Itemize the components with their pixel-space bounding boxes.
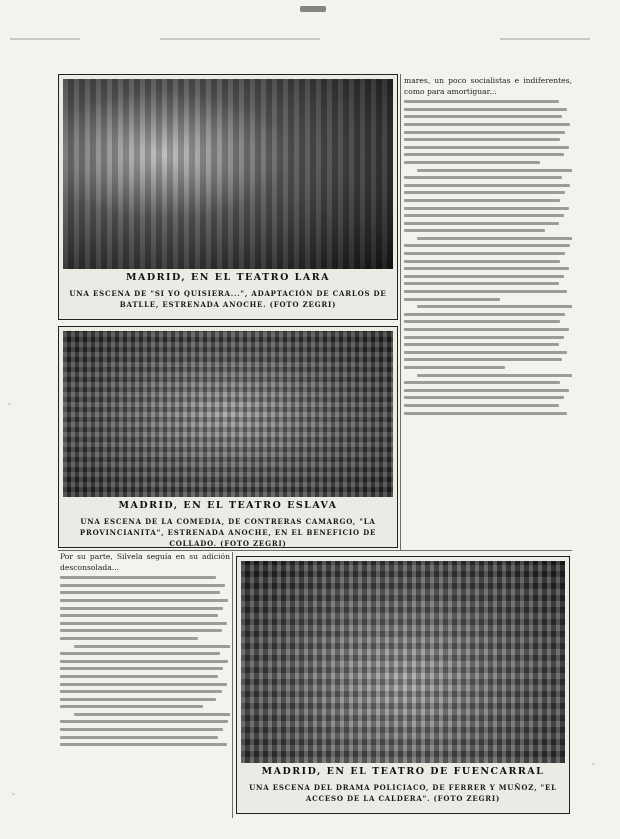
illegible-text-line [60,584,225,587]
illegible-text-line [404,207,569,210]
illegible-text-line [74,713,230,716]
photo-caption: UNA ESCENA DEL DRAMA POLICIACO, DE FERRER Y MUÑOZ, "EL ACCESO DE LA CALDERA". (FOTO ZEGRI) [249,783,557,803]
illegible-text-line [417,169,572,172]
illegible-text-line [404,381,560,384]
illegible-text-line [404,404,559,407]
illegible-text-line [404,358,562,361]
illegible-text-line [404,100,559,103]
illegible-text-line [404,176,562,179]
illegible-text-line [404,244,570,247]
illegible-text-line [404,320,560,323]
illegible-text-line [404,108,567,111]
illegible-text-line [60,743,227,746]
illegible-text-line [74,645,230,648]
illegible-text-line [60,660,228,663]
photo-caption: UNA ESCENA DE "SI YO QUISIERA...", ADAPTACIÓN DE CARLOS DE BATLLE, ESTRENADA ANOCHE. (FOTO ZEGRI) [69,289,387,309]
illegible-text-line [404,191,565,194]
illegible-text-line [417,374,572,377]
column-rule [232,552,233,818]
illegible-text-line [60,622,227,625]
illegible-text-line [404,123,570,126]
photo-teatro-fuencarral [236,556,570,814]
photo-title: MADRID, EN EL TEATRO LARA [126,272,330,283]
illegible-text-line [60,652,220,655]
illegible-text-line [60,728,223,731]
column-rule [400,74,401,550]
margin-noise [10,38,80,40]
illegible-text-line [404,298,500,301]
illegible-text-line [404,146,569,149]
text-column-left [60,552,230,814]
photo-title: MADRID, EN EL TEATRO DE FUENCARRAL [261,766,545,777]
illegible-text-line [404,260,560,263]
illegible-text-line [60,675,218,678]
illegible-text-line [404,199,560,202]
margin-noise [500,38,590,40]
illegible-text-line [60,629,222,632]
illegible-text-line [404,275,564,278]
illegible-text-line [404,366,505,369]
paragraph: Por su parte, Silvela seguía en su adición desconsolada... [60,552,230,572]
illegible-text-line [404,214,564,217]
illegible-text-line [60,736,218,739]
margin-mark: · [8,400,11,409]
margin-mark: · [12,790,15,799]
illegible-text-line [404,396,564,399]
illegible-text-line [404,153,564,156]
illegible-text-line [60,614,218,617]
illegible-text-line [417,237,572,240]
illegible-text-line [404,115,562,118]
illegible-text-line [60,705,203,708]
illegible-text-line [60,591,220,594]
illegible-text-line [404,336,564,339]
illegible-text-line [404,229,545,232]
illegible-text-line [417,305,572,308]
page-top-mark [300,6,326,12]
illegible-text-line [60,637,198,640]
photo-image [241,561,565,763]
text-column-right [404,76,572,542]
margin-noise [160,38,320,40]
illegible-text-line [60,667,223,670]
illegible-text-line [404,161,540,164]
paragraph: mares, un poco socialistas e indiferentes, como para amortiguar... [404,76,572,96]
photo-teatro-eslava [58,326,398,548]
photo-image [63,79,393,269]
illegible-text-line [404,290,567,293]
photo-teatro-lara [58,74,398,320]
illegible-text-line [60,599,228,602]
illegible-text-line [404,222,559,225]
illegible-text-line [60,720,228,723]
photo-caption: UNA ESCENA DE LA COMEDIA, DE CONTRERAS CAMARGO, "LA PROVINCIANITA", ESTRENADA ANOCHE, EN EL BENEFICIO DE COLLADO. (FOTO ZEGRI) [79,517,377,548]
illegible-text-line [404,282,559,285]
illegible-text-line [404,389,569,392]
illegible-text-line [404,351,567,354]
illegible-text-line [404,138,560,141]
illegible-text-line [404,412,567,415]
illegible-text-line [404,252,565,255]
illegible-text-line [404,328,569,331]
illegible-text-line [60,607,223,610]
illegible-text-line [404,184,570,187]
illegible-text-line [404,343,559,346]
illegible-text-line [60,576,216,579]
illegible-text-line [404,131,565,134]
margin-mark: · [592,760,595,769]
section-rule [58,550,572,551]
photo-title: MADRID, EN EL TEATRO ESLAVA [118,500,338,511]
illegible-text-line [404,313,565,316]
photo-image [63,331,393,497]
illegible-text-line [404,267,569,270]
illegible-text-line [60,698,216,701]
illegible-text-line [60,683,227,686]
illegible-text-line [60,690,222,693]
